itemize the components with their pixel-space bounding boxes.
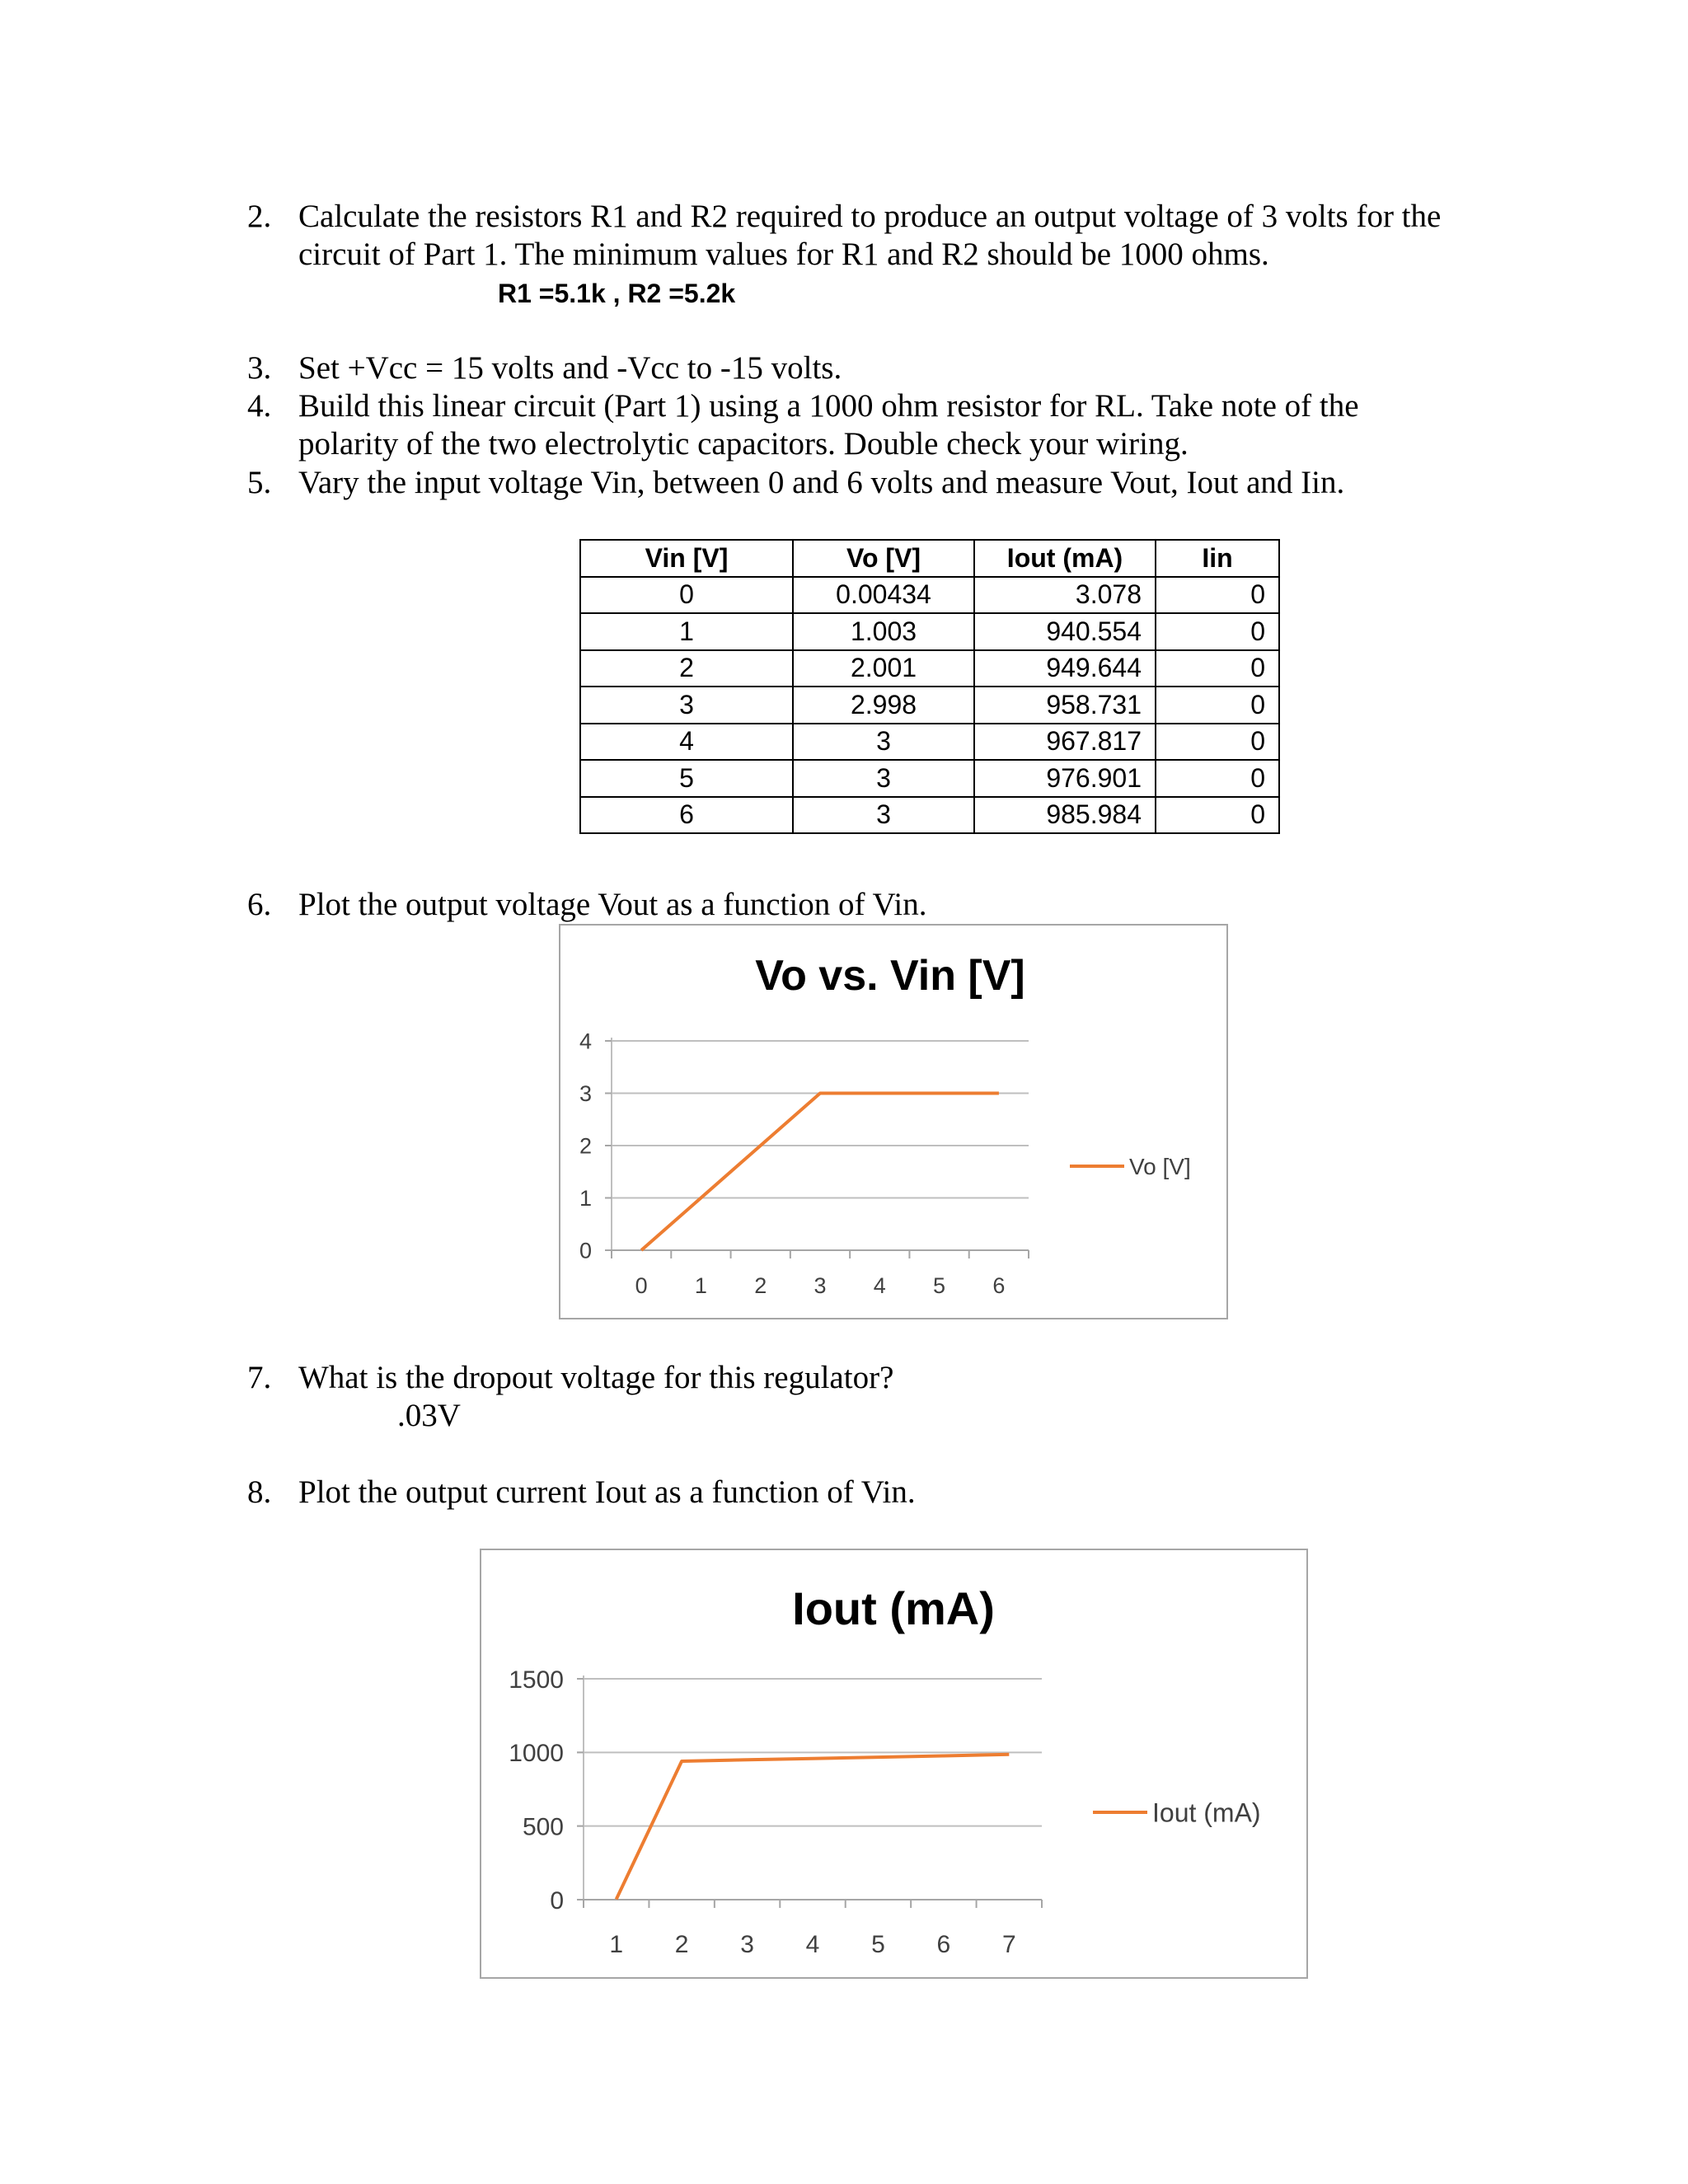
x-tick-label: 2 (754, 1273, 767, 1298)
iout-plot (481, 1550, 1306, 1977)
measurement-table (579, 539, 1280, 834)
cell-vo: 2.998 (793, 687, 974, 724)
cell-vo: 2.001 (793, 650, 974, 687)
cell-vin: 4 (580, 724, 793, 761)
iout-chart (480, 1549, 1308, 1979)
cell-vo: 3 (793, 724, 974, 761)
y-tick-label: 2 (579, 1133, 592, 1159)
table-row (580, 613, 1279, 650)
legend-label: Iout (mA) (1152, 1797, 1261, 1828)
cell-iin: 0 (1156, 724, 1279, 761)
x-tick-label: 5 (871, 1931, 885, 1958)
y-tick-label: 500 (522, 1813, 564, 1841)
series-line (641, 1094, 999, 1251)
column-header-iout: Iout (mA) (974, 540, 1156, 577)
x-tick-label: 6 (936, 1931, 951, 1958)
column-header-vo: Vo [V] (793, 540, 974, 577)
item-text-line: circuit of Part 1. The minimum values for R1 and R2 should be 1000 ohms. (298, 237, 1269, 272)
x-tick-label: 4 (873, 1273, 886, 1298)
cell-iout: 949.644 (974, 650, 1156, 687)
cell-iin: 0 (1156, 760, 1279, 797)
y-tick-label: 0 (550, 1886, 564, 1915)
cell-vo: 1.003 (793, 613, 974, 650)
y-tick-label: 1500 (509, 1666, 564, 1694)
item-text-line: polarity of the two electrolytic capacitors. Double check your wiring. (298, 426, 1189, 462)
cell-iin: 0 (1156, 577, 1279, 614)
y-tick-label: 4 (579, 1029, 592, 1054)
cell-vo: 3 (793, 760, 974, 797)
item-number: 8. (247, 1474, 272, 1510)
cell-vo: 0.00434 (793, 577, 974, 614)
x-tick-label: 1 (694, 1273, 707, 1298)
x-tick-label: 3 (740, 1931, 754, 1958)
cell-vin: 0 (580, 577, 793, 614)
column-header-iin: Iin (1156, 540, 1279, 577)
cell-iin: 0 (1156, 797, 1279, 834)
item-text-line: Vary the input voltage Vin, between 0 and 6 volts and measure Vout, Iout and Iin. (298, 465, 1345, 500)
cell-vin: 1 (580, 613, 793, 650)
table-row (580, 724, 1279, 761)
cell-vin: 6 (580, 797, 793, 834)
cell-vo: 3 (793, 797, 974, 834)
table-row (580, 687, 1279, 724)
table-header-row (580, 540, 1279, 577)
item-number: 2. (247, 199, 272, 234)
x-tick-label: 3 (814, 1273, 827, 1298)
cell-vin: 5 (580, 760, 793, 797)
cell-iin: 0 (1156, 613, 1279, 650)
column-header-vin: Vin [V] (580, 540, 793, 577)
legend-label: Vo [V] (1129, 1154, 1191, 1180)
chart-title: Vo vs. Vin [V] (755, 952, 1025, 1000)
table-row (580, 650, 1279, 687)
cell-iout: 3.078 (974, 577, 1156, 614)
item-number: 5. (247, 465, 272, 500)
vo-vs-vin-plot (560, 926, 1226, 1318)
y-tick-label: 3 (579, 1081, 592, 1107)
item-text-line: Plot the output current Iout as a function of Vin. (298, 1474, 916, 1510)
cell-iout: 985.984 (974, 797, 1156, 834)
x-tick-label: 5 (933, 1273, 946, 1298)
resistor-answer: R1 =5.1k , R2 =5.2k (498, 279, 736, 308)
cell-iin: 0 (1156, 687, 1279, 724)
table-row (580, 577, 1279, 614)
x-tick-label: 6 (992, 1273, 1006, 1298)
item-text-line: Set +Vcc = 15 volts and -Vcc to -15 volts. (298, 350, 842, 386)
x-tick-label: 4 (805, 1931, 820, 1958)
item-number: 3. (247, 350, 272, 386)
item-text-line: Calculate the resistors R1 and R2 required to produce an output voltage of 3 volts for the (298, 199, 1442, 234)
cell-iin: 0 (1156, 650, 1279, 687)
item-text-line: What is the dropout voltage for this regulator? (298, 1360, 894, 1395)
table-row (580, 797, 1279, 834)
vo-vs-vin-chart (559, 924, 1228, 1319)
y-tick-label: 1 (579, 1186, 592, 1212)
y-tick-label: 0 (579, 1238, 592, 1263)
cell-vin: 3 (580, 687, 793, 724)
table-row (580, 760, 1279, 797)
dropout-answer: .03V (397, 1398, 461, 1433)
x-tick-label: 0 (635, 1273, 648, 1298)
item-number: 7. (247, 1360, 272, 1395)
x-tick-label: 1 (609, 1931, 624, 1958)
item-text-line: Build this linear circuit (Part 1) using a 1000 ohm resistor for RL. Take note of the (298, 388, 1359, 424)
y-tick-label: 1000 (509, 1740, 564, 1768)
x-tick-label: 2 (674, 1931, 689, 1958)
cell-iout: 958.731 (974, 687, 1156, 724)
cell-iout: 967.817 (974, 724, 1156, 761)
cell-iout: 976.901 (974, 760, 1156, 797)
item-2 (0, 198, 1688, 274)
cell-iout: 940.554 (974, 613, 1156, 650)
x-tick-label: 7 (1001, 1931, 1016, 1958)
item-text-line: Plot the output voltage Vout as a function of Vin. (298, 887, 927, 922)
chart-title: Iout (mA) (792, 1582, 995, 1634)
item-number: 6. (247, 887, 272, 922)
cell-vin: 2 (580, 650, 793, 687)
item-number: 4. (247, 388, 272, 424)
